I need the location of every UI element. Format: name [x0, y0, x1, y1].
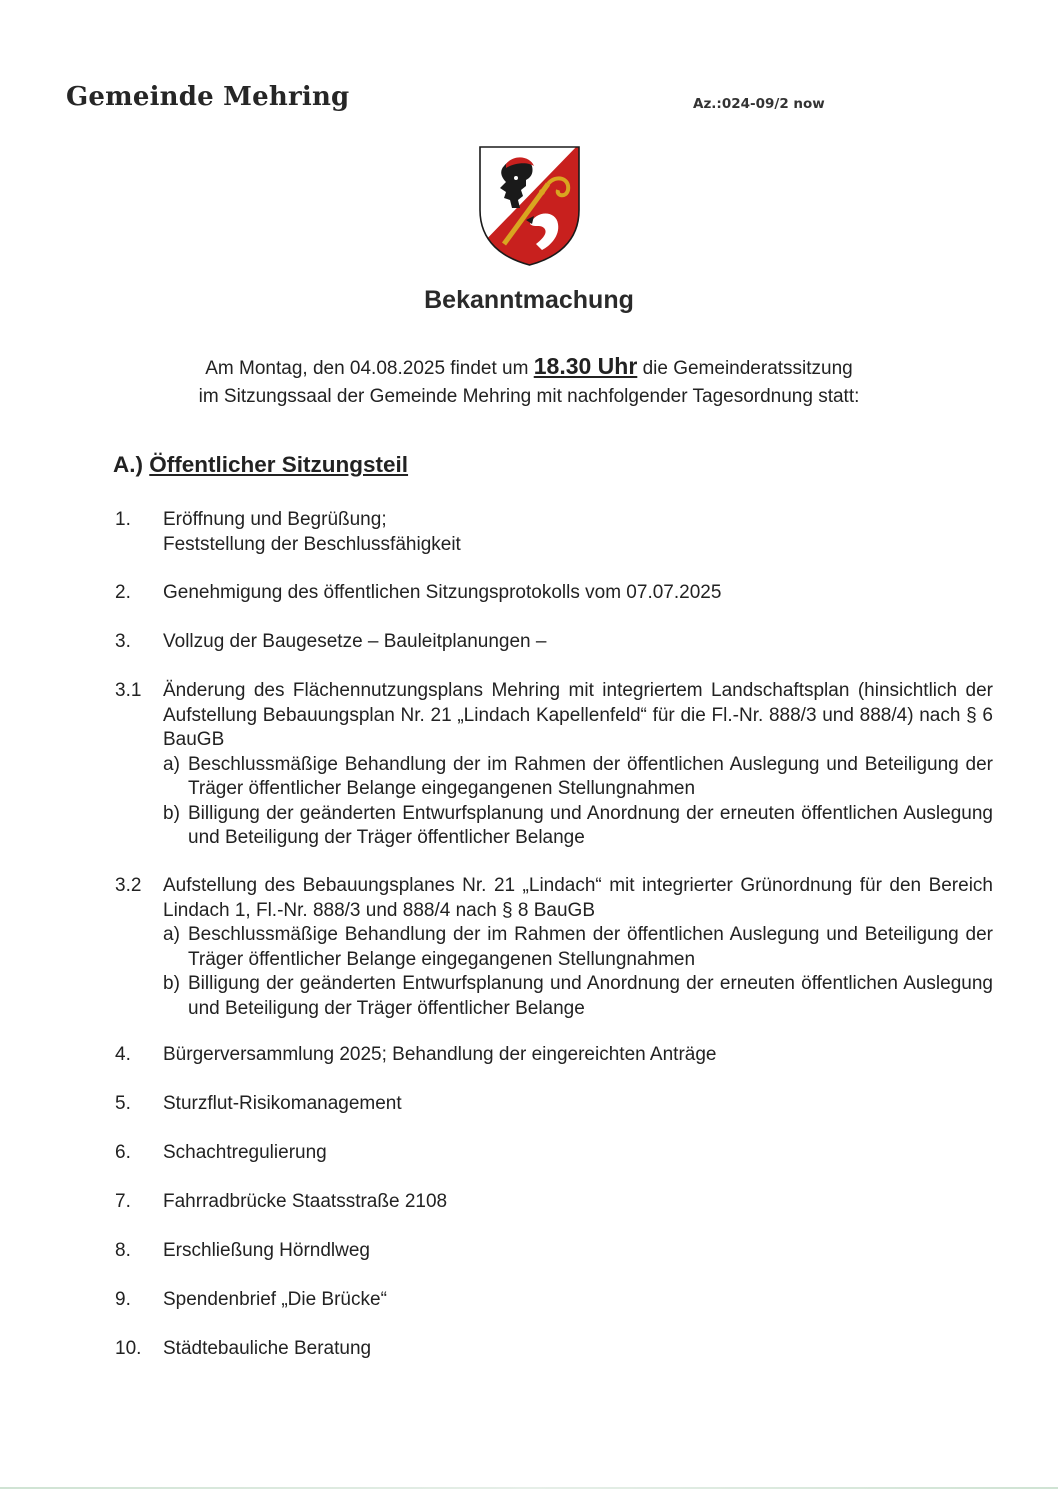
agenda-text: Erschließung Hörndlweg	[163, 1240, 370, 1261]
intro-text-post: die Gemeinderatssitzung	[637, 358, 853, 379]
subitem-label: a)	[163, 924, 180, 945]
section-heading	[113, 452, 408, 478]
agenda-number: 8.	[115, 1240, 131, 1261]
agenda-number: 6.	[115, 1142, 131, 1163]
agenda-text	[163, 874, 993, 1021]
subitem-label: a)	[163, 753, 180, 775]
agenda-subitem	[163, 802, 993, 851]
agenda-subitem	[163, 923, 993, 972]
agenda-number: 10.	[115, 1338, 142, 1359]
notice-title: Bekanntmachung	[424, 286, 634, 314]
agenda-line: Feststellung der Beschlussfähigkeit	[163, 533, 461, 555]
agenda-text: Spendenbrief „Die Brücke“	[163, 1289, 387, 1310]
subitem-label: b)	[163, 802, 180, 824]
scan-edge-line	[0, 1487, 1058, 1489]
subitem-text: Billigung der geänderten Entwurfsplanung und Anordnung der erneuten öffentlichen Auslegung und Beteiligung der Träger öffentlicher Belange	[188, 802, 993, 848]
agenda-subitem	[163, 753, 993, 802]
agenda-number: 4.	[115, 1044, 131, 1065]
subitem-text: Beschlussmäßige Behandlung der im Rahmen der öffentlichen Auslegung und Beteiligung der Träger öffentlicher Belange eingegangenen Stellungnahmen	[188, 924, 993, 970]
agenda-text: Sturzflut-Risikomanagement	[163, 1093, 402, 1114]
intro-line-1	[0, 352, 1058, 383]
notice-intro	[0, 352, 1058, 411]
agenda-main-text: Aufstellung des Bebauungsplanes Nr. 21 „Lindach“ mit integrierter Grünordnung für den Bereich Lindach 1, Fl.-Nr. 888/3 und 888/4 nach § 8 BauGB	[163, 875, 993, 921]
coat-of-arms-icon	[476, 144, 583, 268]
agenda-number: 9.	[115, 1289, 131, 1310]
agenda-number: 2.	[115, 582, 131, 603]
agenda-text: Vollzug der Baugesetze – Bauleitplanungen –	[163, 631, 547, 652]
meeting-time: 18.30 Uhr	[533, 353, 638, 379]
agenda-number: 7.	[115, 1191, 131, 1212]
municipality-name: Gemeinde Mehring	[66, 82, 350, 112]
intro-text-pre: Am Montag, den 04.08.2025 findet um	[205, 358, 534, 379]
agenda-text: Genehmigung des öffentlichen Sitzungsprotokolls vom 07.07.2025	[163, 582, 722, 603]
file-reference: Az.:024-09/2 now	[693, 96, 825, 112]
agenda-number: 3.2	[115, 875, 142, 896]
agenda-text: Fahrradbrücke Staatsstraße 2108	[163, 1191, 448, 1212]
agenda-number: 3.	[115, 631, 131, 652]
subitem-label: b)	[163, 973, 180, 994]
intro-line-2: im Sitzungssaal der Gemeinde Mehring mit nachfolgender Tagesordnung statt:	[198, 386, 860, 407]
subitem-text: Beschlussmäßige Behandlung der im Rahmen der öffentlichen Auslegung und Beteiligung der Träger öffentlicher Belange eingegangenen Stellungnahmen	[188, 753, 993, 799]
subitem-text: Billigung der geänderten Entwurfsplanung und Anordnung der erneuten öffentlichen Auslegung und Beteiligung der Träger öffentlicher Belange	[188, 973, 993, 1019]
section-title: Öffentlicher Sitzungsteil	[149, 452, 409, 477]
agenda-text: Städtebauliche Beratung	[163, 1338, 372, 1359]
agenda-number: 5.	[115, 1093, 131, 1114]
agenda-text: Schachtregulierung	[163, 1142, 327, 1163]
agenda-number: 3.1	[115, 680, 142, 701]
agenda-text	[163, 679, 993, 851]
agenda-number: 1.	[115, 509, 131, 530]
agenda-text: Bürgerversammlung 2025; Behandlung der eingereichten Anträge	[163, 1044, 717, 1065]
section-prefix: A.)	[113, 452, 143, 477]
agenda-main-text: Änderung des Flächennutzungsplans Mehring mit integriertem Landschaftsplan (hinsichtlich der Aufstellung Bebauungsplan Nr. 21 „Lindach Kapellenfeld“ für die Fl.-Nr. 888/3 und 888/4) nach § 6 BauGB	[163, 680, 993, 750]
agenda-subitem	[163, 972, 993, 1021]
agenda-text	[163, 508, 993, 557]
agenda-line: Eröffnung und Begrüßung;	[163, 509, 387, 530]
